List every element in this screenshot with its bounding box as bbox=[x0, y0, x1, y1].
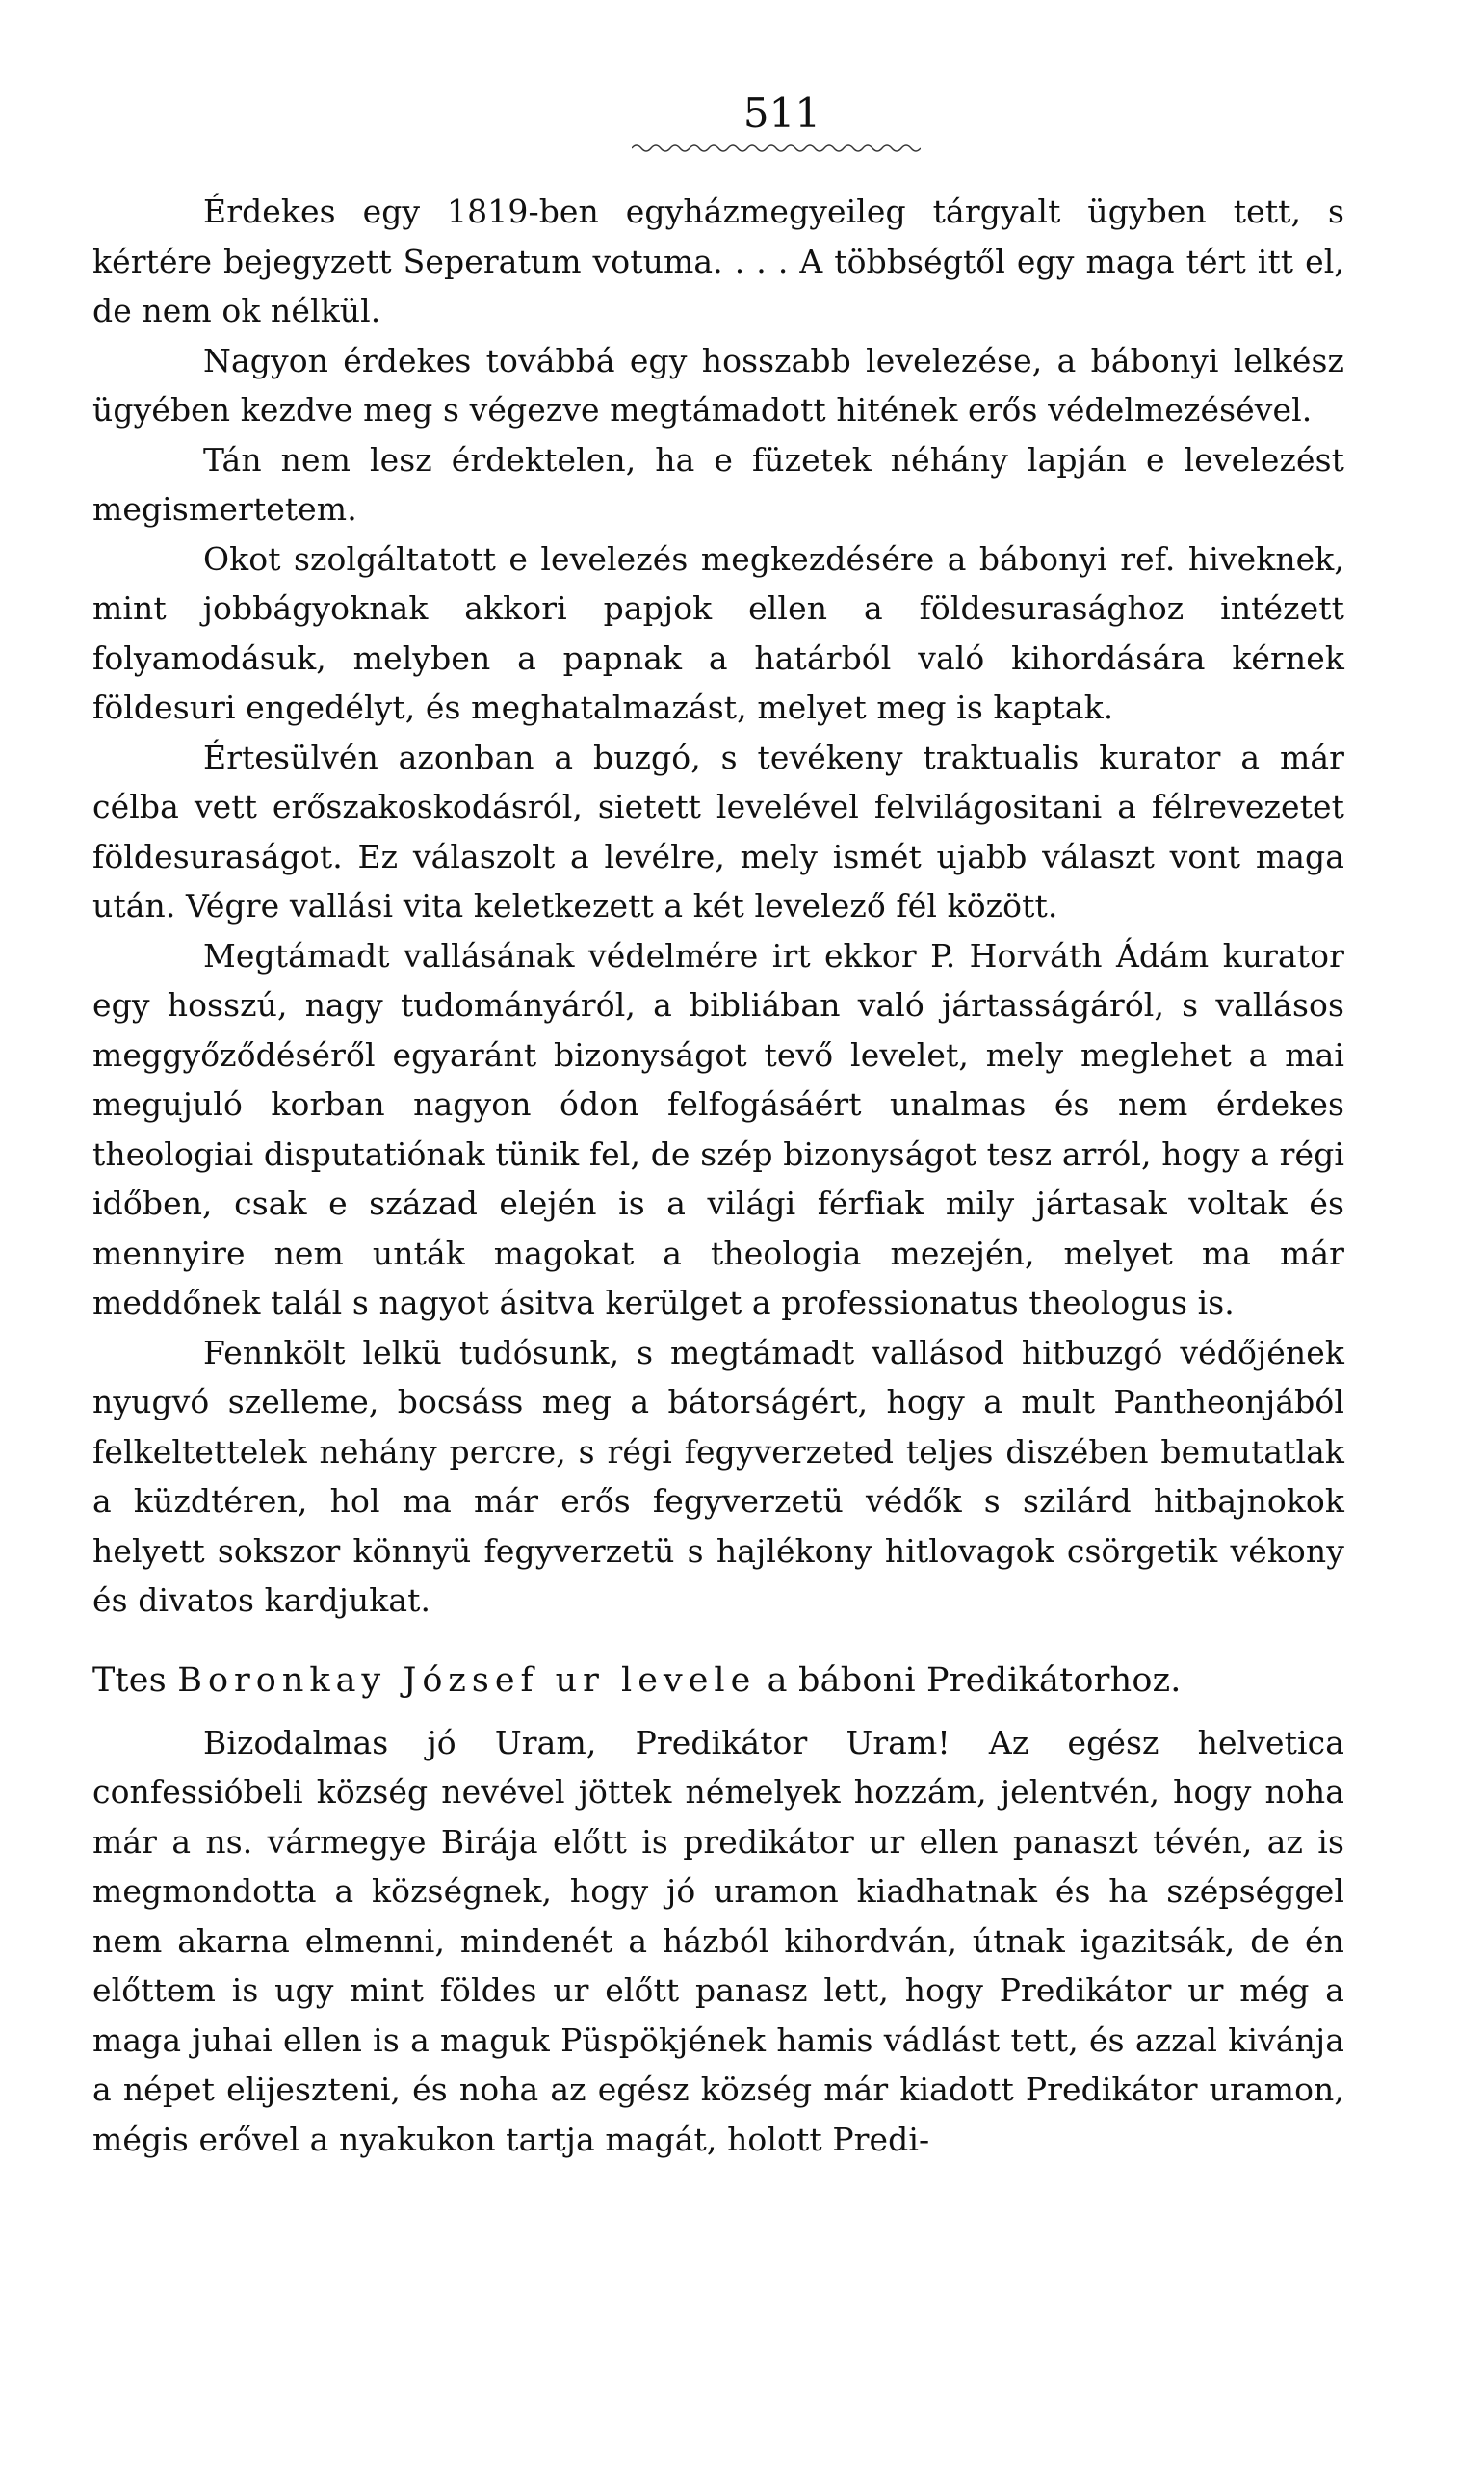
paragraph-2: Nagyon érdekes továbbá egy hosszabb levelezése, a bábonyi lelkész ügyében kezdve meg s végezve megtámadott hitének erős védelmezésével. bbox=[92, 341, 1344, 429]
letter-heading-suffix: a báboni Predikátorhoz. bbox=[756, 1660, 1182, 1700]
decorative-wavy-rule bbox=[632, 143, 921, 154]
letter-heading bbox=[92, 1655, 1344, 1707]
main-text bbox=[92, 187, 1344, 2164]
paragraph-3: Tán nem lesz érdektelen, ha e füzetek néhány lapján e levelezést megismertetem. bbox=[92, 440, 1344, 528]
page-number: 511 bbox=[742, 90, 821, 137]
letter-heading-prefix: Ttes bbox=[92, 1660, 178, 1700]
paragraph-7: Fennkölt lelkü tudósunk, s megtámadt vallásod hitbuzgó védőjének nyugvó szelleme, bocsáss meg a bátorságért, hogy a mult Pantheonjából felkeltettelek nehány percre, s régi fegyverzeted teljes diszében bemutatlak a küzdtéren, hol ma már erős fegyverzetü védők s szilárd hitbajnokok helyett sokszor könnyü fegyverzetü s hajlékony hitlovagok csörgetik vékony és divatos kardjukat. bbox=[92, 1333, 1344, 1619]
paragraph-4: Okot szolgáltatott e levelezés megkezdésére a bábonyi ref. hiveknek, mint jobbágyoknak akkori papjok ellen a földesurasághoz intézett folyamodásuk, melyben a papnak a határból való kihordására kérnek földesuri engedélyt, és meghatalmazást, melyet meg is kaptak. bbox=[92, 539, 1344, 726]
paragraph-5: Értesülvén azonban a buzgó, s tevékeny traktualis kurator a már célba vett erőszakoskodásról, sietett levelével felvilágositani a félrevezetet földesuraságot. Ez válaszolt a levélre, mely ismét ujabb választ vont maga után. Végre vallási vita keletkezett a két levelező fél között. bbox=[92, 738, 1344, 925]
letter-heading-name: Boronkay József ur levele bbox=[177, 1660, 757, 1700]
paragraph-1: Érdekes egy 1819-ben egyházmegyeileg tárgyalt ügyben tett, s kértére bejegyzett Seperatum votuma. . . . A többségtől egy maga tért itt el, de nem ok nélkül. bbox=[92, 193, 1344, 329]
paragraph-6: Megtámadt vallásának védelmére irt ekkor P. Horváth Ádám kurator egy hosszú, nagy tudományáról, a bibliában való jártasságáról, s vallásos meggyőződéséről egyaránt bizonyságot tevő levelet, mely meglehet a mai megujuló korban nagyon ódon felfogásáért unalmas és nem érdekes theologiai disputatiónak tünik fel, de szép bizonyságot tesz arról, hogy a régi időben, csak e század elején is a világi férfiak mily jártasak voltak és mennyire nem unták magokat a theologia mezején, melyet ma már meddőnek talál s nagyot ásitva kerülget a professionatus theologus is. bbox=[92, 936, 1344, 1321]
letter-body: Bizodalmas jó Uram, Predikátor Uram! Az egész helvetica confessióbeli község nevével jöttek némelyek hozzám, jelentvén, hogy noha már a ns. vármegye Birája előtt is predikátor ur ellen panaszt tévén, az is megmondotta a községnek, hogy jó uramon kiadhatnak és ha szépséggel nem akarna elmenni, mindenét a házból kihordván, útnak igazitsák, de én előttem is ugy mint földes ur előtt panasz lett, hogy Predikátor ur még a maga juhai ellen is a maguk Püspökjének hamis vádlást tett, és azzal kivánja a népet elijeszteni, és noha az egész község már kiadott Predikátor uramon, mégis erővel a nyakukon tartja magát, holott Predi- bbox=[92, 1723, 1344, 2158]
